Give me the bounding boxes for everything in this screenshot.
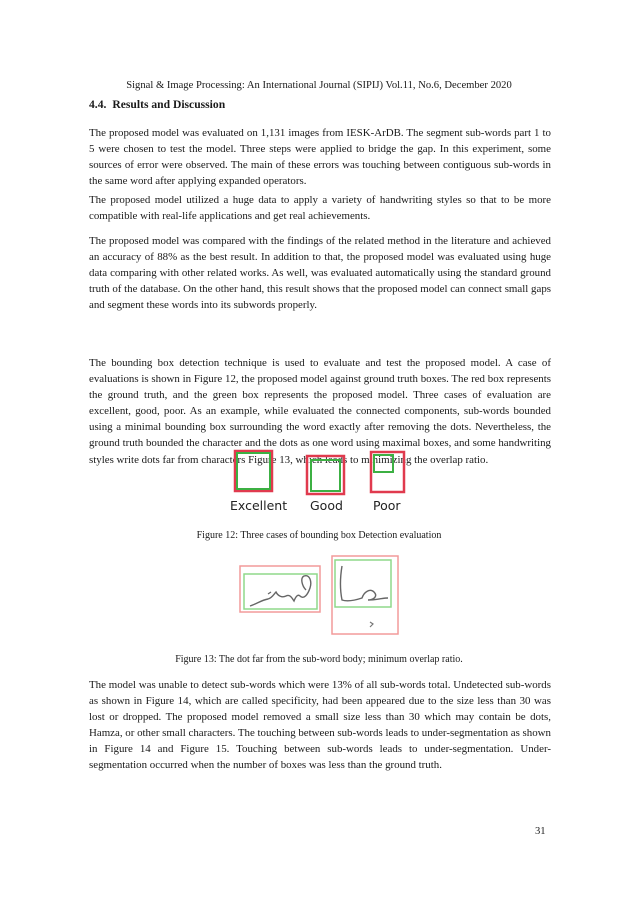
right-detached-dot [370,622,373,627]
paragraph-2: The proposed model utilized a huge data to apply a variety of handwriting styles so that to be more compatible with real-life applications and get real achievements. [89,194,551,223]
excellent-ground-truth-box [235,451,272,491]
figure-13-image [238,554,404,636]
left-handwriting-stroke [250,576,311,606]
section-heading [89,97,225,112]
left-dot-mark [268,592,271,594]
paragraph-5: The model was unable to detect sub-words which were 13% of all sub-words total. Undetected sub-words as shown in Figure 14, which are called specificity, had been appeared due to the size less than 30 was lost or dropped. The proposed model removed a small size less than 30 which may contain be dots, Hamza, or other small characters. The touching between sub-words leads to under-segmentation as shown in Figure 14 and Figure 15. Touching between sub-words leads to under-segmentation. Under-segmentation occurred when the number of boxes was less than the ground truth. [89,679,551,772]
good-ground-truth-box [307,456,344,494]
page-number: 31 [535,826,546,837]
poor-proposed-box [374,455,393,472]
figure-12-label-excellent: Excellent [230,498,288,513]
running-header: Signal & Image Processing: An International Journal (SIPIJ) Vol.11, No.6, December 2020 [126,80,512,91]
right-handwriting-stroke [341,566,389,601]
figure-13-caption: Figure 13: The dot far from the sub-word body; minimum overlap ratio. [175,654,463,665]
paragraph-4: The bounding box detection technique is used to evaluate and test the proposed model. A case of evaluations is shown in Figure 12, the proposed model against ground truth boxes. The red box represents the ground truth, and the green box represents the proposed model. Three cases of evaluation are excellent, good, poor. As an example, while evaluated the connected components, sub-words bounded using a minimal bounding box surrounding the word exactly after removing the dots. Nevertheless, the ground truth bounded the character and the dots as one word using maximal boxes, and some handwriting styles write dots far from characters Figure 13, which leads to minimizing the overlap ratio. [89,357,551,466]
paragraph-3: The proposed model was compared with the findings of the related method in the literature and achieved an accuracy of 88% as the best result. In addition to that, the proposed model was evaluated using huge data comparing with other related works. As well, was evaluated automatically using the standard ground truth of the database. On the other hand, this result shows that the proposed model can connect small gaps and segment these words into its subwords properly. [89,235,551,312]
section-title: Results and Discussion [112,98,226,111]
good-proposed-box [311,460,340,491]
section-number: 4.4. [89,98,107,111]
paragraph-1: The proposed model was evaluated on 1,131 images from IESK-ArDB. The segment sub-words part 1 to 5 were chosen to test the model. Three steps were applied to bridge the gap. In this experiment, some sources of error were observed. The main of these errors was touching between contiguous sub-words in the same word after applying expanded operators. [89,127,551,188]
excellent-proposed-box [237,453,270,489]
figure-12-caption: Figure 12: Three cases of bounding box Detection evaluation [196,530,442,541]
figure-12-boxes [225,448,415,498]
figure-12-label-good: Good [310,498,343,513]
figure-12-label-poor: Poor [373,498,401,513]
